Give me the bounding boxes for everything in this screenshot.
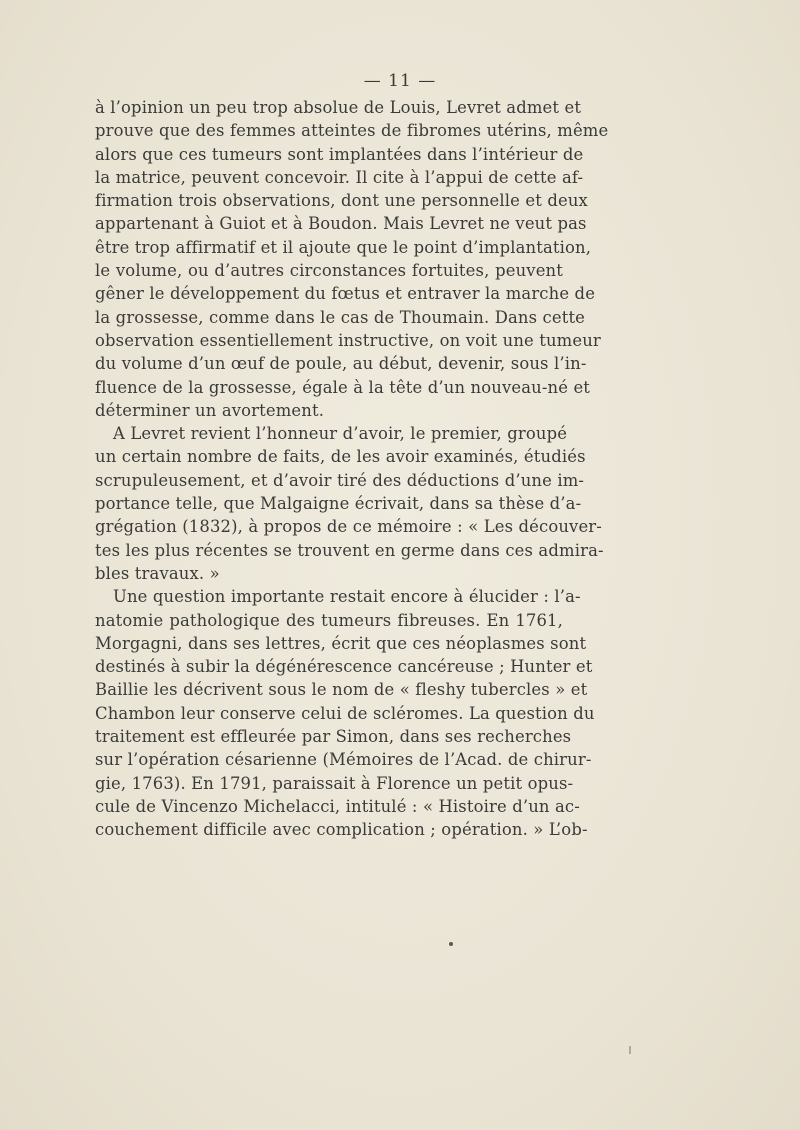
text-line: appartenant à Guiot et à Boudon. Mais Levret ne veut pas bbox=[95, 214, 587, 234]
text-line: traitement est effleurée par Simon, dans ses recherches bbox=[95, 727, 572, 747]
text-line: Baillie les décrivent sous le nom de « fleshy tubercles » et bbox=[95, 680, 588, 700]
text-line: gêner le développement du fœtus et entraver la marche de bbox=[95, 284, 596, 304]
text-line: la matrice, peuvent concevoir. Il cite à l’appui de cette af- bbox=[95, 167, 584, 187]
text-line: Une question importante restait encore à élucider : l’a- bbox=[113, 587, 581, 607]
text-line: du volume d’un œuf de poule, au début, devenir, sous l’in- bbox=[95, 354, 587, 374]
text-line: être trop affirmatif et il ajoute que le point d’implantation, bbox=[95, 237, 592, 257]
text-line: prouve que des femmes atteintes de fibromes utérins, même bbox=[95, 121, 609, 141]
text-line: un certain nombre de faits, de les avoir examinés, étudiés bbox=[95, 447, 586, 467]
text-line: tes les plus récentes se trouvent en germe dans ces admira- bbox=[95, 540, 604, 560]
text-line: scrupuleusement, et d’avoir tiré des déductions d’une im- bbox=[95, 470, 585, 490]
text-line: Morgagni, dans ses lettres, écrit que ces néoplasmes sont bbox=[95, 633, 587, 653]
text-line: déterminer un avortement. bbox=[95, 400, 325, 420]
text-line: portance telle, que Malgaigne écrivait, dans sa thèse d’a- bbox=[95, 494, 582, 514]
text-line: bles travaux. » bbox=[95, 563, 220, 583]
text-line: la grossesse, comme dans le cas de Thoumain. Dans cette bbox=[95, 307, 586, 327]
text-line: sur l’opération césarienne (Mémoires de l’Acad. de chirur- bbox=[95, 750, 592, 770]
text-line: couchement difficile avec complication ; opération. » L’ob- bbox=[95, 820, 588, 840]
text-line: natomie pathologique des tumeurs fibreuses. En 1761, bbox=[95, 610, 563, 630]
text-line: fluence de la grossesse, égale à la tête d’un nouveau-né et bbox=[95, 377, 591, 397]
text-line: gie, 1763). En 1791, paraissait à Florence un petit opus- bbox=[95, 773, 574, 793]
text-line: alors que ces tumeurs sont implantées dans l’intérieur de bbox=[95, 144, 584, 164]
text-line: le volume, ou d’autres circonstances fortuites, peuvent bbox=[95, 261, 563, 281]
text-line: A Levret revient l’honneur d’avoir, le premier, groupé bbox=[113, 424, 568, 444]
text-line: destinés à subir la dégénérescence cancéreuse ; Hunter et bbox=[95, 657, 593, 677]
page-number: — 11 — bbox=[363, 71, 437, 91]
paper-mark bbox=[629, 1046, 631, 1054]
text-line: Chambon leur conserve celui de scléromes. La question du bbox=[95, 703, 595, 723]
ink-speck bbox=[449, 942, 453, 946]
body-text bbox=[95, 96, 609, 842]
text-line: grégation (1832), à propos de ce mémoire : « Les découver- bbox=[95, 517, 602, 537]
text-line: observation essentiellement instructive, on voit une tumeur bbox=[95, 330, 601, 350]
text-line: cule de Vincenzo Michelacci, intitulé : « Histoire d’un ac- bbox=[95, 796, 580, 816]
text-line: firmation trois observations, dont une personnelle et deux bbox=[95, 191, 588, 211]
text-line: à l’opinion un peu trop absolue de Louis, Levret admet et bbox=[95, 98, 582, 117]
